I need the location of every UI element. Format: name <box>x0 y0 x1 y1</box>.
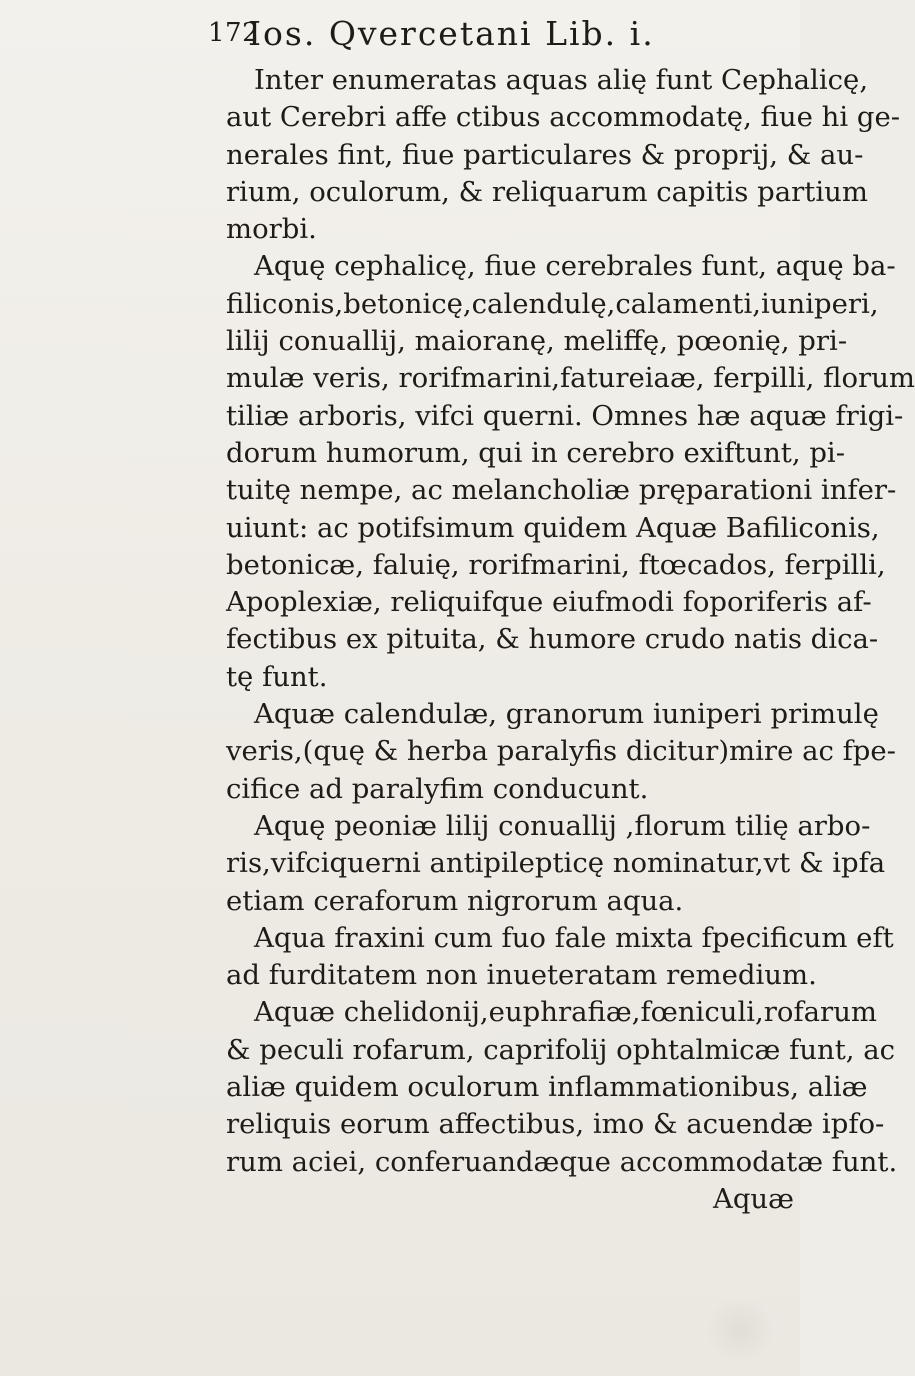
text-line: aliæ quidem oculorum inflammationibus, aliæ <box>226 1071 868 1104</box>
text-line: Aquæ <box>712 1182 794 1215</box>
text-line: ad furditatem non inueteratam remedium. <box>226 959 817 992</box>
text-line: Aquę peoniæ lilij conuallij ,florum tilię arbo- <box>254 809 871 842</box>
page-number: 172 <box>208 18 260 48</box>
text-line: Aquæ calendulæ, granorum iuniperi primulę <box>254 698 879 731</box>
text-line: aut Cerebri affe ctibus accommodatę, fiue hi ge- <box>226 101 901 134</box>
text-line: ris,vifciquerni antipilepticę nominatur,vt & ipfa <box>226 847 886 880</box>
text-line: fectibus ex pituita, & humore crudo natis dica- <box>226 623 879 656</box>
text-line: rum aciei, conferuandæque accommodatæ funt. <box>226 1145 898 1178</box>
text-line: mulæ veris, rorifmarini,fatureiaæ, ferpilli, florum <box>226 362 915 395</box>
text-line: etiam ceraforum nigrorum aqua. <box>226 884 684 917</box>
text-line: uiunt: ac potifsimum quidem Aquæ Bafiliconis, <box>226 511 880 544</box>
text-line: tę funt. <box>226 660 328 693</box>
text-line: filiconis,betonicę,calendulę,calamenti,iuniperi, <box>226 287 879 320</box>
text-line: Inter enumeratas aquas alię funt Cephalicę, <box>254 64 869 96</box>
text-line: cifice ad paralyfim conducunt. <box>226 772 649 805</box>
text-line: dorum humorum, qui in cerebro exiftunt, pi- <box>226 436 846 469</box>
text-line: tiliæ arboris, vifci querni. Omnes hæ aquæ frigi- <box>226 399 904 432</box>
text-line: rium, oculorum, & reliquarum capitis partium <box>226 175 868 208</box>
text-line: tuitę nempe, ac melancholiæ pręparationi infer- <box>226 474 897 507</box>
text-line: Aqua fraxini cum fuo fale mixta fpecificum eft <box>254 921 894 954</box>
text-line: morbi. <box>226 213 317 246</box>
text-line: Aquę cephalicę, fiue cerebrales funt, aquę ba- <box>254 250 896 283</box>
text-line: Aquæ chelidonij,euphrafiæ,fœniculi,rofarum <box>254 996 877 1029</box>
text-line: veris,(quę & herba paralyfis dicitur)mire ac fpe- <box>226 735 896 768</box>
text-line: Apoplexiæ, reliquifque eiufmodi foporiferis af- <box>226 586 872 619</box>
text-line: nerales fint, fiue particulares & proprij, & au- <box>226 138 864 171</box>
running-head: Ios. Qvercetani Lib. i. <box>248 14 655 53</box>
text-line: & peculi rofarum, caprifolij ophtalmicæ funt, ac <box>226 1033 896 1066</box>
body-text <box>226 62 915 1218</box>
text-line: reliquis eorum affectibus, imo & acuendæ ipfo- <box>226 1108 885 1141</box>
paper-stain <box>700 1300 780 1360</box>
text-line: lilij conuallij, maioranę, meliffę, pœonię, pri- <box>226 325 848 358</box>
text-line: betonicæ, faluię, rorifmarini, ftœcados, ferpilli, <box>226 548 886 581</box>
